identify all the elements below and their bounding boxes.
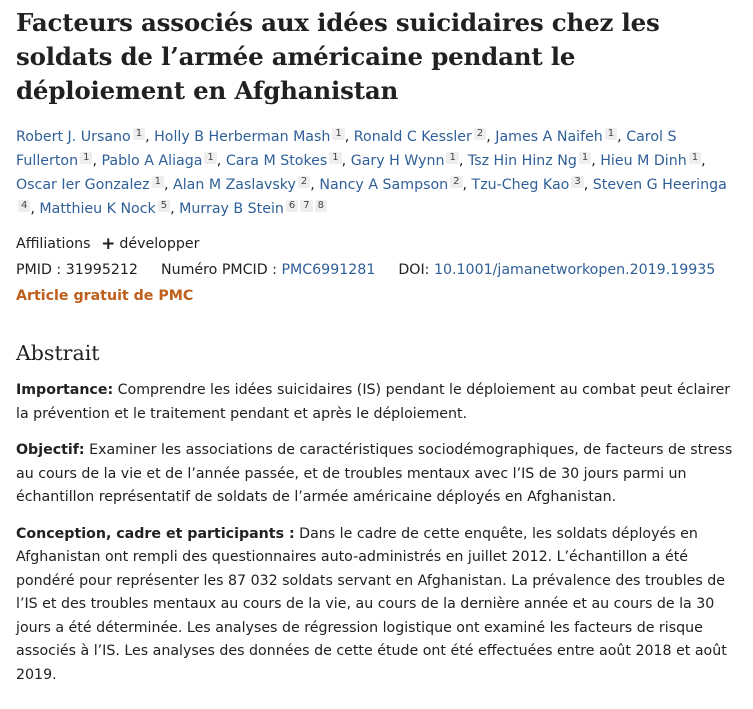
author-item [351, 153, 468, 169]
author-separator: , [163, 177, 173, 193]
author-separator: , [344, 129, 354, 145]
doi-link[interactable]: 10.1001/jamanetworkopen.2019.19935 [433, 262, 716, 278]
article-title: Facteurs associés aux idées suicidaires chez les soldats de l’armée américaine pendant le déploiement en Afghanistan [16, 8, 660, 105]
author-name-link[interactable]: Oscar Ier Gonzalez [16, 177, 150, 193]
author-item [179, 201, 327, 217]
pmcid-link[interactable]: PMC6991281 [281, 262, 376, 278]
free-article-badge[interactable]: Article gratuit de PMC [16, 288, 194, 304]
affiliation-number[interactable]: 1 [133, 128, 145, 140]
author-name-link[interactable]: Hieu M Dinh [600, 153, 687, 169]
author-item [101, 153, 225, 169]
author-separator: , [591, 153, 601, 169]
affiliations-expand-toggle[interactable] [101, 236, 199, 252]
plus-icon: + [101, 234, 116, 254]
author-separator: , [216, 153, 226, 169]
author-item [600, 153, 705, 169]
author-name-link[interactable]: Robert J. Ursano [16, 129, 131, 145]
author-item [354, 129, 495, 145]
author-item [16, 177, 173, 193]
affiliation-number[interactable]: 4 [18, 200, 30, 212]
pmcid-label: Numéro PMCID : [160, 262, 277, 278]
affiliation-number[interactable]: 1 [332, 128, 344, 140]
author-separator: , [617, 129, 627, 145]
author-name-link[interactable]: James A Naifeh [495, 129, 603, 145]
affiliation-number[interactable]: 1 [80, 152, 92, 164]
author-separator: , [583, 177, 593, 193]
author-name-link[interactable]: Holly B Herberman Mash [154, 129, 331, 145]
affiliation-number[interactable]: 7 [300, 200, 312, 212]
author-name-link[interactable]: Cara M Stokes [225, 153, 328, 169]
author-name-link[interactable]: Murray B Stein [179, 201, 284, 217]
affiliation-number[interactable]: 1 [204, 152, 216, 164]
author-separator: , [170, 201, 180, 217]
author-separator: , [92, 153, 102, 169]
affiliation-number[interactable]: 3 [571, 176, 583, 188]
affiliation-number[interactable]: 1 [579, 152, 591, 164]
author-item [472, 177, 593, 193]
affiliation-number[interactable]: 5 [158, 200, 170, 212]
affiliation-number[interactable]: 2 [450, 176, 462, 188]
affiliation-number[interactable]: 8 [315, 200, 327, 212]
section-text: Examiner les associations de caractéristiques sociodémographiques, de facteurs de stress au cours de la vie et de l’année passée, et de troubles mentaux avec l’IS de 30 jours parmi un échantillon représentatif de soldats de l’armée américaine déployés en Afghanistan. [16, 442, 733, 505]
abstract-section-importance [16, 379, 737, 426]
affiliation-number[interactable]: 1 [605, 128, 617, 140]
author-list [16, 125, 737, 221]
author-name-link[interactable]: Gary H Wynn [350, 153, 445, 169]
author-name-link[interactable]: Carol S Fullerton [16, 129, 677, 169]
author-name-link[interactable]: Tsz Hin Hinz Ng [467, 153, 577, 169]
affiliations-row [16, 231, 737, 257]
author-separator: , [458, 153, 468, 169]
abstract-body [16, 379, 737, 687]
author-name-link[interactable]: Pablo A Aliaga [101, 153, 203, 169]
section-label: Conception, cadre et participants : [16, 525, 295, 542]
abstract-section-objective [16, 439, 737, 510]
abstract-heading: Abstrait [16, 341, 100, 365]
doi-label: DOI: [398, 262, 430, 278]
affiliation-number[interactable]: 1 [329, 152, 341, 164]
author-item [468, 153, 600, 169]
author-item [319, 177, 471, 193]
author-separator: , [701, 153, 706, 169]
author-name-link[interactable]: Steven G Heeringa [592, 177, 727, 193]
affiliation-number[interactable]: 6 [286, 200, 298, 212]
author-item [16, 129, 154, 145]
author-name-link[interactable]: Tzu-Cheg Kao [471, 177, 570, 193]
pmid-value: 31995212 [65, 262, 138, 278]
pmid-label: PMID : [16, 262, 62, 278]
author-name-link[interactable]: Matthieu K Nock [39, 201, 156, 217]
affiliation-number[interactable]: 1 [689, 152, 701, 164]
author-separator: , [341, 153, 351, 169]
section-label: Objectif: [16, 442, 85, 458]
author-separator: , [486, 129, 496, 145]
section-text: Dans le cadre de cette enquête, les soldats déployés en Afghanistan ont rempli des questionnaires auto-administrés en juillet 2012. L’échantillon a été pondéré pour représenter les 87 032 soldats servant en Afghanistan. La prévalence des troubles de l’IS et des troubles mentaux au cours de la vie, au cours de la dernière année et au cours de la 30 jours a été déterminée. Les analyses de régression logistique ont examiné les facteurs de risque associés à l’IS. Les analyses des données de cette étude ont été effectuées entre août 2018 et août 2019. [16, 525, 727, 683]
affiliations-label: Affiliations [16, 236, 91, 252]
affiliation-number[interactable]: 1 [152, 176, 164, 188]
section-label: Importance: [16, 382, 114, 398]
section-text: Comprendre les idées suicidaires (IS) pendant le déploiement au combat peut éclairer la prévention et le traitement pendant et après le déploiement. [16, 382, 731, 422]
affiliation-number[interactable]: 1 [446, 152, 458, 164]
author-separator: , [30, 201, 40, 217]
author-separator: , [462, 177, 472, 193]
author-item [173, 177, 319, 193]
author-name-link[interactable]: Ronald C Kessler [353, 129, 472, 145]
abstract-section-design [16, 523, 737, 688]
identifiers-row [16, 257, 737, 283]
author-item [39, 201, 179, 217]
author-item [495, 129, 626, 145]
author-separator: , [310, 177, 320, 193]
affiliation-number[interactable]: 2 [298, 176, 310, 188]
author-separator: , [145, 129, 155, 145]
author-item [154, 129, 354, 145]
author-item [226, 153, 351, 169]
expand-toggle-label: développer [119, 236, 200, 252]
author-name-link[interactable]: Nancy A Sampson [319, 177, 449, 193]
author-name-link[interactable]: Alan M Zaslavsky [172, 177, 296, 193]
affiliation-number[interactable]: 2 [474, 128, 486, 140]
